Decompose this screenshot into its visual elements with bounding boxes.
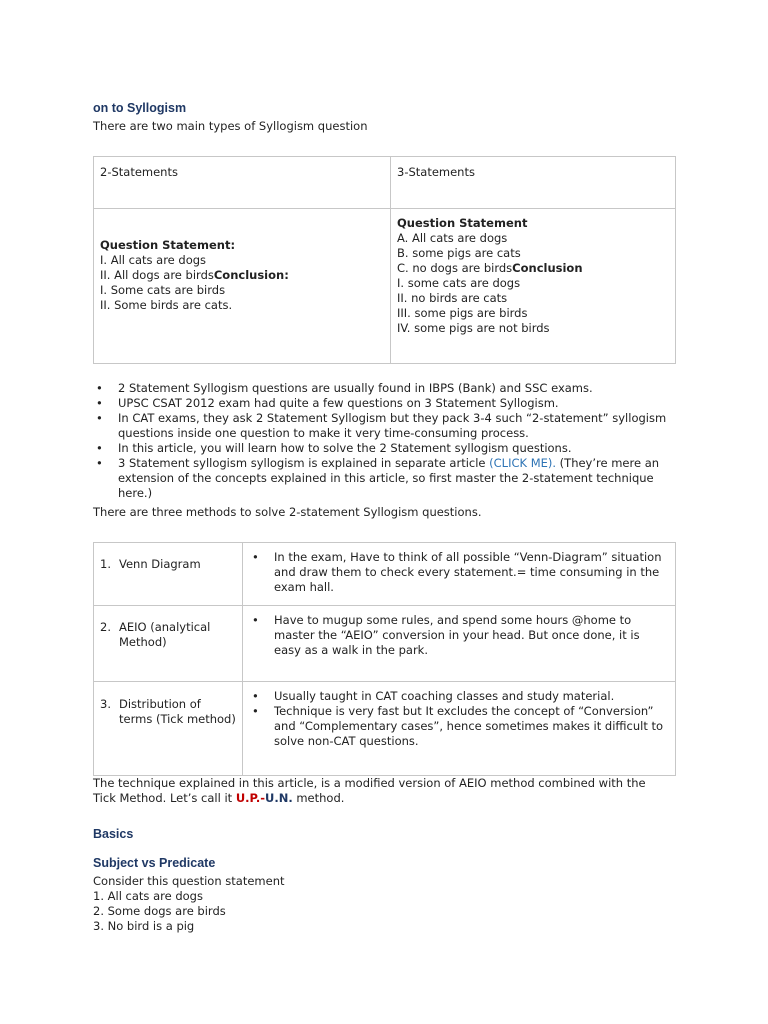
conclusion-line: I. some cats are dogs [397, 276, 521, 290]
technique-paragraph [93, 776, 653, 806]
list-item: • In this article, you will learn how to solve the 2 Statement syllogism questions. [93, 441, 683, 456]
page-title: on to Syllogism [93, 101, 187, 115]
header-3-statements-cell [391, 157, 676, 209]
method-number: 1. [100, 557, 111, 571]
example-line: 2. Some dogs are birds [93, 904, 226, 918]
list-item-text: 3 Statement syllogism syllogism is explained in separate article [118, 456, 490, 470]
method-description-cell [243, 606, 676, 682]
statement-line: I. All cats are dogs [100, 253, 207, 267]
list-item [93, 456, 683, 501]
technique-text: method. [292, 791, 345, 805]
click-me-link[interactable]: (CLICK ME). [489, 456, 557, 470]
method-number: 3. [100, 697, 111, 711]
method-name: Distribution of terms (Tick method) [119, 697, 236, 726]
syllogism-types-table [93, 156, 676, 364]
two-statement-example-cell [94, 209, 391, 364]
list-item: • In CAT exams, they ask 2 Statement Syllogism but they pack 3-4 such “2-statement” syllogism questions inside one question to make it very time-consuming process. [93, 411, 683, 441]
statement-line: C. no dogs are birds [397, 261, 513, 275]
un-label: U.N. [265, 791, 293, 805]
example-block [93, 874, 285, 934]
list-item: • Have to mugup some rules, and spend some hours @home to master the “AEIO” conversion in your head. But once done, it is easy as a walk in the park. [249, 613, 667, 658]
question-statement-label: Question Statement [397, 216, 528, 230]
question-statement-label: Question Statement: [100, 238, 236, 252]
statement-line: B. some pigs are cats [397, 246, 521, 260]
conclusion-line: III. some pigs are birds [397, 306, 528, 320]
list-item: • 2 Statement Syllogism questions are usually found in IBPS (Bank) and SSC exams. [93, 381, 683, 396]
statement-line: II. All dogs are birds [100, 268, 214, 282]
example-line: 1. All cats are dogs [93, 889, 203, 903]
conclusion-line: II. Some birds are cats. [100, 298, 233, 312]
basics-heading: Basics [93, 827, 134, 841]
intro-text: There are two main types of Syllogism question [93, 119, 368, 133]
conclusion-line: I. Some cats are birds [100, 283, 226, 297]
list-item-text: (They’re mere an extension of the concepts explained in this article, so first master the 2-statement technique here.) [118, 456, 660, 500]
method-name: Venn Diagram [119, 557, 201, 571]
methods-table [93, 542, 676, 776]
method-number: 2. [100, 620, 111, 634]
list-item: • Usually taught in CAT coaching classes and study material. [249, 689, 667, 704]
list-item: • UPSC CSAT 2012 exam had quite a few questions on 3 Statement Syllogism. [93, 396, 683, 411]
technique-text: The technique explained in this article, is a modified version of AEIO method combined with the Tick Method. Let’s call it [93, 776, 646, 805]
three-statement-example-cell [391, 209, 676, 364]
subject-predicate-heading: Subject vs Predicate [93, 856, 216, 870]
list-item: • Technique is very fast but It excludes the concept of “Conversion” and “Complementary cases”, hence sometimes makes it difficult to solve non-CAT questions. [249, 704, 667, 749]
method-description-cell [243, 543, 676, 606]
list-item: • In the exam, Have to think of all possible “Venn-Diagram” situation and draw them to check every statement.= time consuming in the exam hall. [249, 550, 667, 595]
dash-label: - [260, 791, 265, 805]
conclusion-label: Conclusion: [213, 268, 289, 282]
header-2-statements: 2-Statements [100, 165, 178, 179]
conclusion-line: II. no birds are cats [397, 291, 508, 305]
conclusion-label: Conclusion [512, 261, 583, 275]
header-3-statements: 3-Statements [397, 165, 475, 179]
method-description-cell [243, 682, 676, 776]
statement-line: A. All cats are dogs [397, 231, 508, 245]
method-name-cell [94, 543, 243, 606]
facts-bullet-list [93, 381, 683, 501]
header-2-statements-cell [94, 157, 391, 209]
method-name-cell [94, 606, 243, 682]
up-label: U.P. [235, 791, 261, 805]
methods-intro-text: There are three methods to solve 2-statement Syllogism questions. [93, 505, 482, 519]
example-line: 3. No bird is a pig [93, 919, 195, 933]
method-name-cell [94, 682, 243, 776]
consider-text: Consider this question statement [93, 874, 285, 888]
method-name: AEIO (analytical Method) [119, 620, 211, 649]
conclusion-line: IV. some pigs are not birds [397, 321, 550, 335]
